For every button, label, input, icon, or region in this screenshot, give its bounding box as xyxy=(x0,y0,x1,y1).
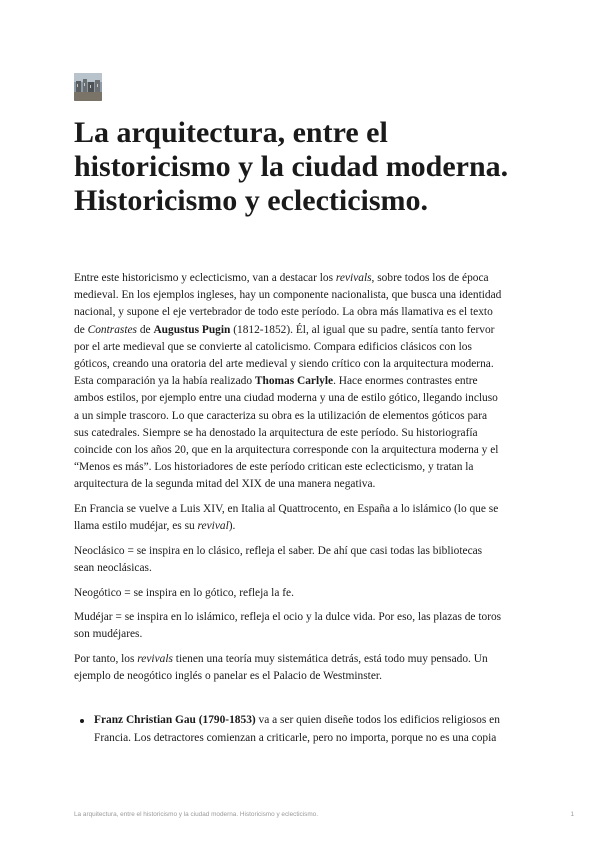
text-line: coincide con los años 20, que en la arquitectura corresponde con la arquitectura moderna y el xyxy=(74,444,499,457)
text-line: góticos, creando una oratoria del arte medieval y siendo crítico con la arquitectura moderna. xyxy=(74,358,494,371)
text-line: nacional, y supone el eje vertebrador de todo este período. La obra más llamativa es el texto xyxy=(74,306,493,319)
page-number: 1 xyxy=(570,811,574,818)
text-line: Mudéjar = se inspira en lo islámico, refleja el ocio y la dulce vida. Por eso, las plazas de toros xyxy=(74,611,502,624)
page-title xyxy=(74,116,544,218)
text-line: Franz Christian Gau (1790-1853) va a ser quien diseñe todos los edificios religiosos en xyxy=(94,714,500,727)
text-line: arquitectura de la segunda mitad del XIX de una manera negativa. xyxy=(74,478,376,491)
paragraph-neoclasico xyxy=(74,543,534,577)
text-line: Por tanto, los revivals tienen una teoría muy sistemática detrás, está todo muy pensado. Un xyxy=(74,653,488,666)
text-line: Francia. Los detractores comienzan a criticarle, pero no importa, porque no es una copia xyxy=(94,731,497,744)
page-footer xyxy=(74,811,574,818)
text-line: ambos estilos, por ejemplo entre una ciudad moderna y una de estilo gótico, llegando incluso xyxy=(74,392,498,405)
text-line: En Francia se vuelve a Luis XIV, en Italia al Quattrocento, en España a lo islámico (lo que se xyxy=(74,503,499,516)
title-line: La arquitectura, entre el xyxy=(74,116,388,149)
paragraph-revivals-intro xyxy=(74,270,534,494)
paragraph-mudejar xyxy=(74,609,534,643)
bullet-dot-icon xyxy=(80,719,84,723)
text-line: Entre este historicismo y eclecticismo, van a destacar los revivals, sobre todos los de época xyxy=(74,272,489,284)
text-line: “Menos es más”. Los historiadores de este período critican este eclecticismo, y tratan la xyxy=(74,461,474,474)
title-line: Historicismo y eclecticismo. xyxy=(74,184,429,217)
title-line: historicismo y la ciudad moderna. xyxy=(74,150,509,183)
paragraph-conclusion xyxy=(74,651,534,685)
text-line: ejemplo de neogótico inglés o panelar es el Palacio de Westminster. xyxy=(74,670,382,683)
document-body xyxy=(74,270,534,747)
text-line: de Contrastes de Augustus Pugin (1812-1852). Él, al igual que su padre, sentía tanto fervor xyxy=(74,323,495,336)
text-line: Neogótico = se inspira en lo gótico, refleja la fe. xyxy=(74,586,294,599)
text-line: por el arte medieval que se convierte al catolicismo. Compara edificios clásicos con los xyxy=(74,340,472,353)
paragraph-france-italy-spain xyxy=(74,501,534,535)
footer-title: La arquitectura, entre el historicismo y la ciudad moderna. Historicismo y eclecticismo. xyxy=(74,811,319,818)
text-line: son mudéjares. xyxy=(74,628,143,641)
text-line: Esta comparación ya la había realizado Thomas Carlyle. Hace enormes contrastes entre xyxy=(74,375,478,388)
paragraph-neogotico xyxy=(74,585,534,602)
list-item xyxy=(94,712,534,746)
header-thumbnail-image xyxy=(74,73,102,101)
text-line: Neoclásico = se inspira en lo clásico, refleja el saber. De ahí que casi todas las bibliotecas xyxy=(74,544,483,557)
bullet-list xyxy=(74,712,534,746)
text-line: medieval. En los ejemplos ingleses, hay un componente nacionalista, que busca una identidad xyxy=(74,289,502,302)
text-line: sus catedrales. Siempre se ha denostado la arquitectura de este período. Su historiografía xyxy=(74,426,478,439)
text-line: sean neoclásicas. xyxy=(74,562,152,575)
text-line: llama estilo mudéjar, es su revival). xyxy=(74,520,236,533)
text-line: a un simple trascoro. Lo que caracteriza su obra es la utilización de elementos góticos para xyxy=(74,409,488,422)
